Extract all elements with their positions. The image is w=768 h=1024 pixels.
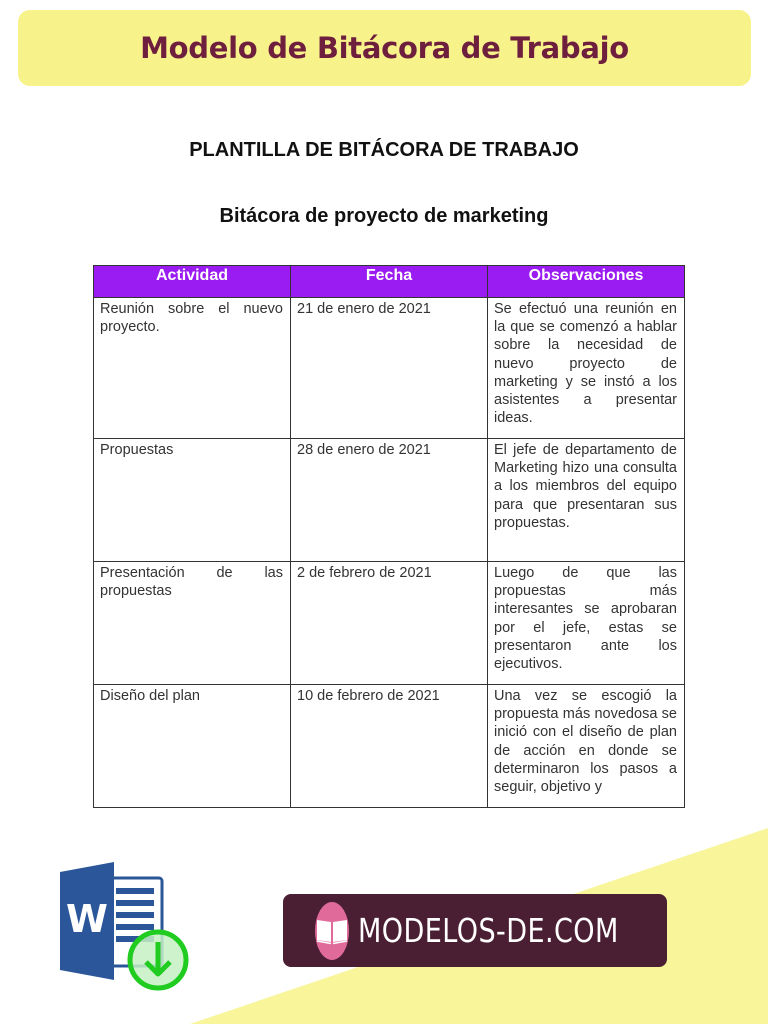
document-subtitle: Bitácora de proyecto de marketing — [219, 205, 549, 227]
document-title: PLANTILLA DE BITÁCORA DE TRABAJO — [189, 139, 579, 161]
table-row — [94, 685, 685, 808]
open-book-icon — [315, 902, 349, 960]
cell-fecha: 2 de febrero de 2021 — [291, 562, 488, 685]
brand-text: MODELOS-DE.COM — [358, 911, 619, 950]
table-header-row — [94, 266, 685, 298]
cell-observaciones-text: Una vez se escogió la propuesta más novedosa se inició con el diseño de plan de acción en donde se determinaron los pasos a seguir, objetivo y — [494, 688, 677, 796]
header-banner — [18, 10, 751, 86]
table-row — [94, 439, 685, 562]
word-download-icon[interactable] — [58, 858, 193, 998]
cell-observaciones — [488, 685, 685, 808]
column-header-observaciones: Observaciones — [488, 266, 685, 298]
table-row — [94, 562, 685, 685]
table-row — [94, 298, 685, 439]
cell-fecha: 10 de febrero de 2021 — [291, 685, 488, 808]
brand-logo-button[interactable] — [283, 894, 667, 967]
cell-actividad: Reunión sobre el nuevo proyecto. — [94, 298, 291, 439]
cell-observaciones: Se efectuó una reunión en la que se comenzó a hablar sobre la necesidad de nuevo proyecto de marketing y se instó a los asistentes a presentar ideas. — [488, 298, 685, 439]
column-header-fecha: Fecha — [291, 266, 488, 298]
cell-fecha: 28 de enero de 2021 — [291, 439, 488, 562]
svg-text:W: W — [66, 897, 108, 941]
cell-fecha: 21 de enero de 2021 — [291, 298, 488, 439]
cell-actividad: Diseño del plan — [94, 685, 291, 808]
cell-actividad: Presentación de las propuestas — [94, 562, 291, 685]
banner-title: Modelo de Bitácora de Trabajo — [140, 31, 629, 65]
cell-observaciones: El jefe de departamento de Marketing hizo una consulta a los miembros del equipo para que presentaran sus propuestas. — [488, 439, 685, 562]
column-header-actividad: Actividad — [94, 266, 291, 298]
cell-observaciones: Luego de que las propuestas más interesantes se aprobaran por el jefe, estas se presentaron ante los ejecutivos. — [488, 562, 685, 685]
cell-actividad: Propuestas — [94, 439, 291, 562]
work-log-table — [93, 265, 685, 808]
